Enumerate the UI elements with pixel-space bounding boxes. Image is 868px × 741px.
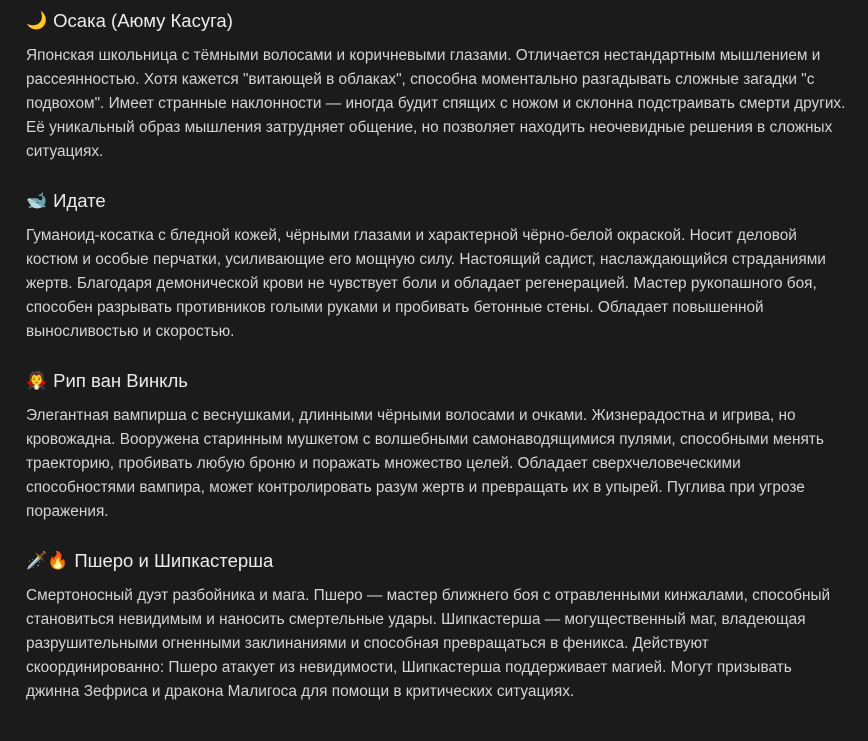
section-description: Японская школьница с тёмными волосами и коричневыми глазами. Отличается нестандартным мышлением и рассеянностью. Хотя кажется "витающей в облаках", способна моментально разгадывать сложные загадки "с подвохом". Имеет странные наклонности — иногда будит спящих с ножом и склонна подстраивать смерти других. Её уникальный образ мышления затрудняет общение, но позволяет находить неочевидные решения в сложных ситуациях. bbox=[26, 47, 846, 160]
dagger-fire-icon: 🗡️🔥 bbox=[26, 551, 69, 570]
section-title: Идате bbox=[53, 190, 106, 211]
section-heading bbox=[26, 370, 848, 392]
character-section-osaka bbox=[26, 10, 848, 164]
vampire-icon: 🧛 bbox=[26, 371, 48, 390]
section-heading bbox=[26, 550, 848, 572]
section-title: Рип ван Винкль bbox=[53, 370, 188, 391]
character-section-idate bbox=[26, 190, 848, 344]
section-description: Элегантная вампирша с веснушками, длинными чёрными волосами и очками. Жизнерадостна и игрива, но кровожадна. Вооружена старинным мушкетом с волшебными самонаводящимися пулями, способными менять траекторию, пробивать любую броню и поражать множество целей. Обладает сверхчеловеческими способностями вампира, может контролировать разум жертв и превращать их в упырей. Пуглива при угрозе поражения. bbox=[26, 407, 824, 520]
section-title: Осака (Аюму Касуга) bbox=[53, 10, 233, 31]
whale-icon: 🐋 bbox=[26, 191, 48, 210]
character-section-pshero-shipkasterha bbox=[26, 550, 848, 704]
section-description: Гуманоид-косатка с бледной кожей, чёрными глазами и характерной чёрно-белой окраской. Носит деловой костюм и особые перчатки, усиливающие его мощную силу. Настоящий садист, наслаждающийся страданиями жертв. Благодаря демонической крови не чувствует боли и обладает регенерацией. Мастер рукопашного боя, способен разрывать противников голыми руками и пробивать бетонные стены. Обладает повышенной выносливостью и скоростью. bbox=[26, 227, 826, 340]
section-description: Смертоносный дуэт разбойника и мага. Пшеро — мастер ближнего боя с отравленными кинжалами, способный становиться невидимым и наносить смертельные удары. Шипкастерша — могущественный маг, владеющая разрушительными огненными заклинаниями и способная превращаться в феникса. Действуют скоординированно: Пшеро атакует из невидимости, Шипкастерша поддерживает магией. Могут призывать джинна Зефриса и дракона Малигоса для помощи в критических ситуациях. bbox=[26, 587, 831, 700]
crescent-moon-icon: 🌙 bbox=[26, 11, 48, 30]
character-section-rip-van-winkle bbox=[26, 370, 848, 524]
section-heading bbox=[26, 10, 848, 32]
section-heading bbox=[26, 190, 848, 212]
section-title: Пшеро и Шипкастерша bbox=[74, 550, 274, 571]
